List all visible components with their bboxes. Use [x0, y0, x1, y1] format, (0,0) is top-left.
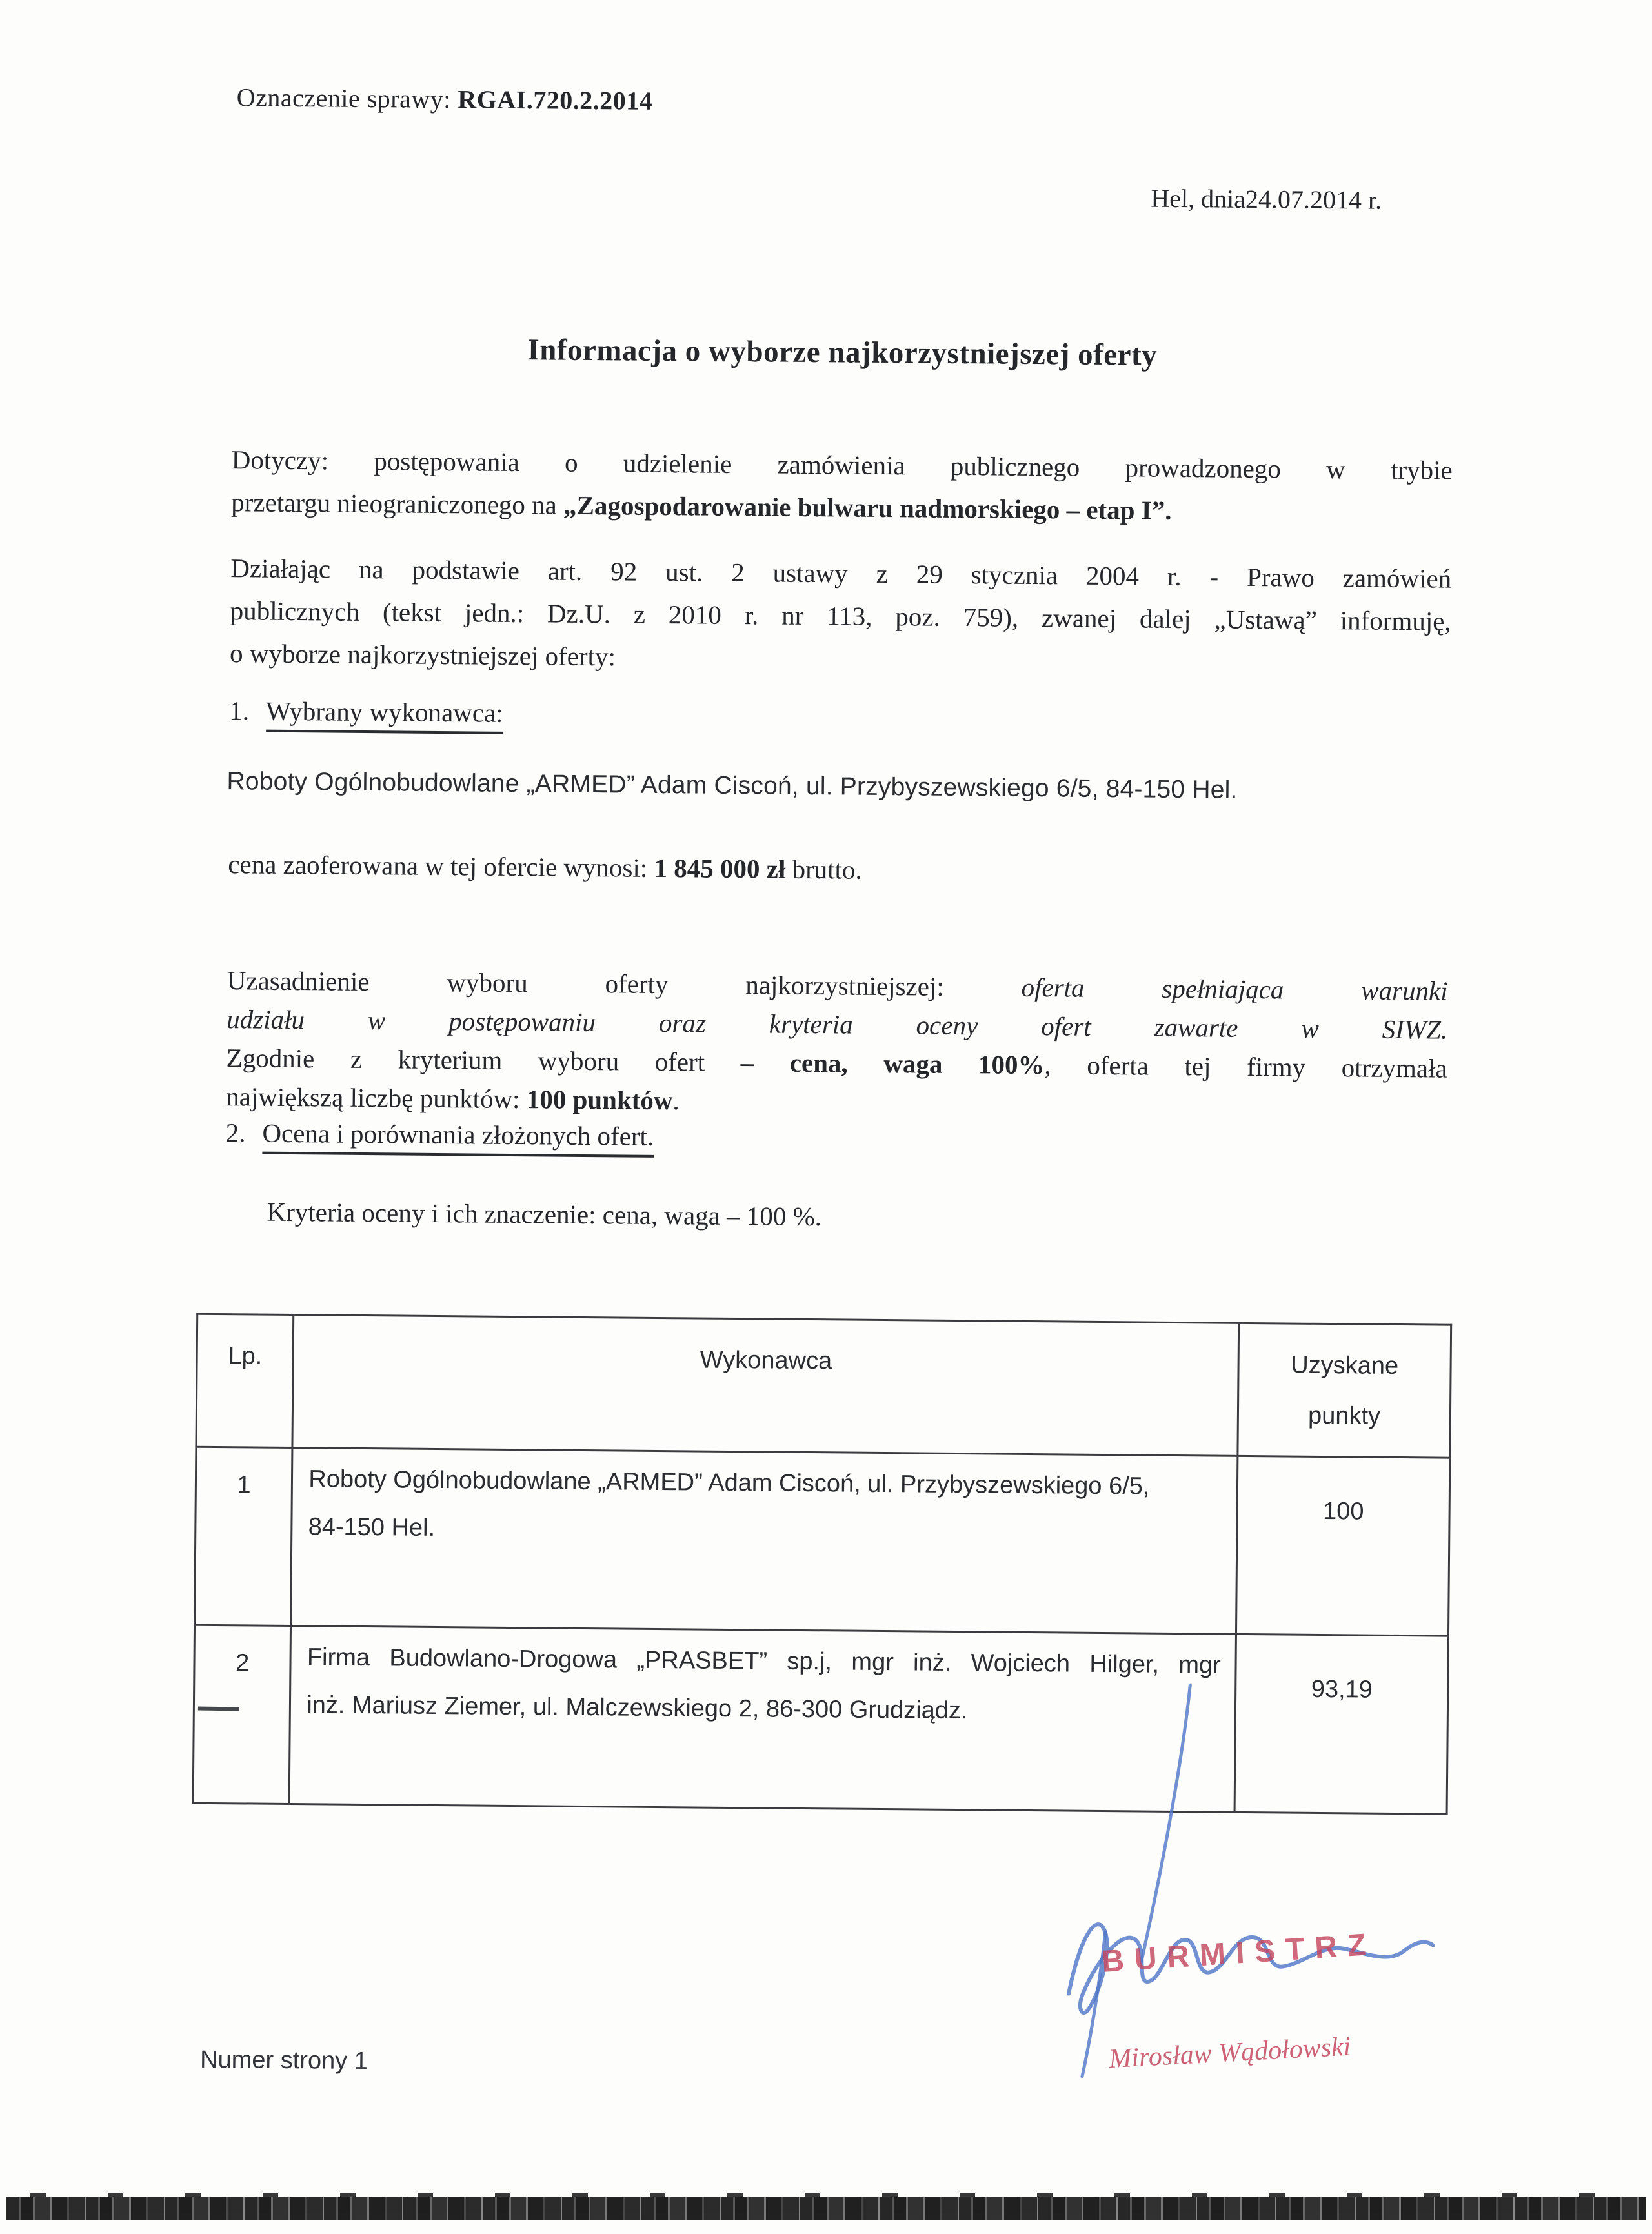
section-heading-underlined: Wybrany wykonawca:	[266, 696, 503, 734]
col-header-lp: Lp.	[196, 1314, 294, 1447]
paragraph-dotyczy	[231, 438, 1453, 534]
col-header-wykonawca: Wykonawca	[292, 1315, 1239, 1456]
text-run-bold: – cena, waga 100%	[740, 1047, 1045, 1080]
price-line	[228, 849, 862, 885]
row-wykonawca-line1: Firma Budowlano-Drogowa „PRASBET” sp.j, mgr inż. Wojciech Hilger, mgr	[307, 1644, 1222, 1679]
points-value: 100 punktów	[526, 1084, 673, 1116]
criteria-line: Kryteria oceny i ich znaczenie: cena, waga – 100 %.	[267, 1196, 822, 1232]
text-run: Uzasadnienie wyboru oferty najkorzystniejszej:	[227, 965, 1022, 1002]
scan-artifact-dash	[198, 1707, 239, 1711]
text-run-italic: oferta spełniająca warunki	[1021, 972, 1448, 1006]
paragraph-podstawa	[230, 547, 1452, 685]
paragraph-line: publicznych (tekst jedn.: Dz.U. z 2010 r. nr 113, poz. 759), zwanej dalej „Ustawą” informuję,	[230, 596, 1451, 636]
section-1-heading	[229, 695, 503, 734]
section-number: 2.	[225, 1118, 246, 1148]
row-points: 93,19	[1234, 1634, 1448, 1814]
signature-stamp-graphic	[1050, 1658, 1499, 2107]
text-run-bold: „Zagospodarowanie bulwaru nadmorskiego – etap I”.	[563, 490, 1172, 525]
text-run: największą liczbę punktów:	[225, 1082, 527, 1114]
text-run: cena zaoferowana w tej ofercie wynosi:	[228, 849, 654, 883]
text-run: .	[672, 1085, 680, 1116]
paragraph-uzasadnienie	[226, 961, 1448, 1127]
title-wrap	[232, 330, 1452, 375]
paragraph-line: o wyborze najkorzystniejszej oferty:	[229, 638, 616, 672]
row-wykonawca-line2: 84-150 Hel.	[308, 1513, 436, 1542]
text-run: , oferta tej firmy otrzymała	[1044, 1050, 1447, 1083]
case-label: Oznaczenie sprawy:	[236, 83, 458, 114]
col-header-points	[1238, 1323, 1451, 1458]
text-run: brutto.	[785, 854, 863, 885]
paragraph-line: udziału w postępowaniu oraz kryteria oceny ofert zawarte w SIWZ.	[227, 1004, 1448, 1045]
col-header-points-line1: Uzyskane	[1291, 1351, 1399, 1380]
paragraph-line: Dotyczy: postępowania o udzielenie zamówienia publicznego prowadzonego w trybie	[231, 445, 1453, 485]
dateline: Hel, dnia24.07.2014 r.	[1151, 183, 1382, 215]
col-header-points-line2: punkty	[1307, 1402, 1381, 1430]
signature-and-stamp-zone	[1050, 1658, 1499, 2107]
table-header-row	[196, 1314, 1451, 1458]
section-2-heading	[225, 1117, 654, 1158]
paragraph-line: Działając na podstawie art. 92 ust. 2 ustawy z 29 stycznia 2004 r. - Prawo zamówień	[230, 553, 1452, 594]
row-points: 100	[1236, 1456, 1450, 1636]
text-run: Zgodnie z kryterium wyboru ofert	[226, 1043, 741, 1078]
page-number-label: Numer strony 1	[199, 2046, 368, 2075]
section-number: 1.	[229, 696, 250, 726]
row-wykonawca-line2: inż. Mariusz Ziemer, ul. Malczewskiego 2, 86-300 Grudziądz.	[307, 1691, 968, 1725]
case-designation	[236, 82, 652, 116]
page-title: Informacja o wyborze najkorzystniejszej oferty	[527, 333, 1158, 372]
contractor-line: Roboty Ogólnobudowlane „ARMED” Adam Ciscoń, ul. Przybyszewskiego 6/5, 84-150 Hel.	[227, 767, 1238, 804]
case-number: RGAI.720.2.2014	[458, 85, 653, 116]
price-value: 1 845 000 zł	[654, 852, 786, 884]
section-heading-underlined: Ocena i porównania złożonych ofert.	[262, 1118, 654, 1158]
row-wykonawca	[291, 1448, 1238, 1635]
signature-ink-stroke	[1142, 1685, 1191, 1963]
row-lp: 1	[195, 1447, 293, 1625]
row-lp: 2	[193, 1625, 291, 1804]
text-run: przetargu nieograniczonego na	[231, 487, 564, 520]
row-wykonawca-line1: Roboty Ogólnobudowlane „ARMED” Adam Ciscoń, ul. Przybyszewskiego 6/5,	[308, 1465, 1150, 1500]
table-row	[195, 1447, 1450, 1636]
stamp-name-text: Mirosław Wądołowski	[1108, 2031, 1352, 2075]
scanner-edge-artifact	[6, 2197, 1646, 2220]
stamp-role-text: BURMISTRZ	[1100, 1927, 1378, 1980]
